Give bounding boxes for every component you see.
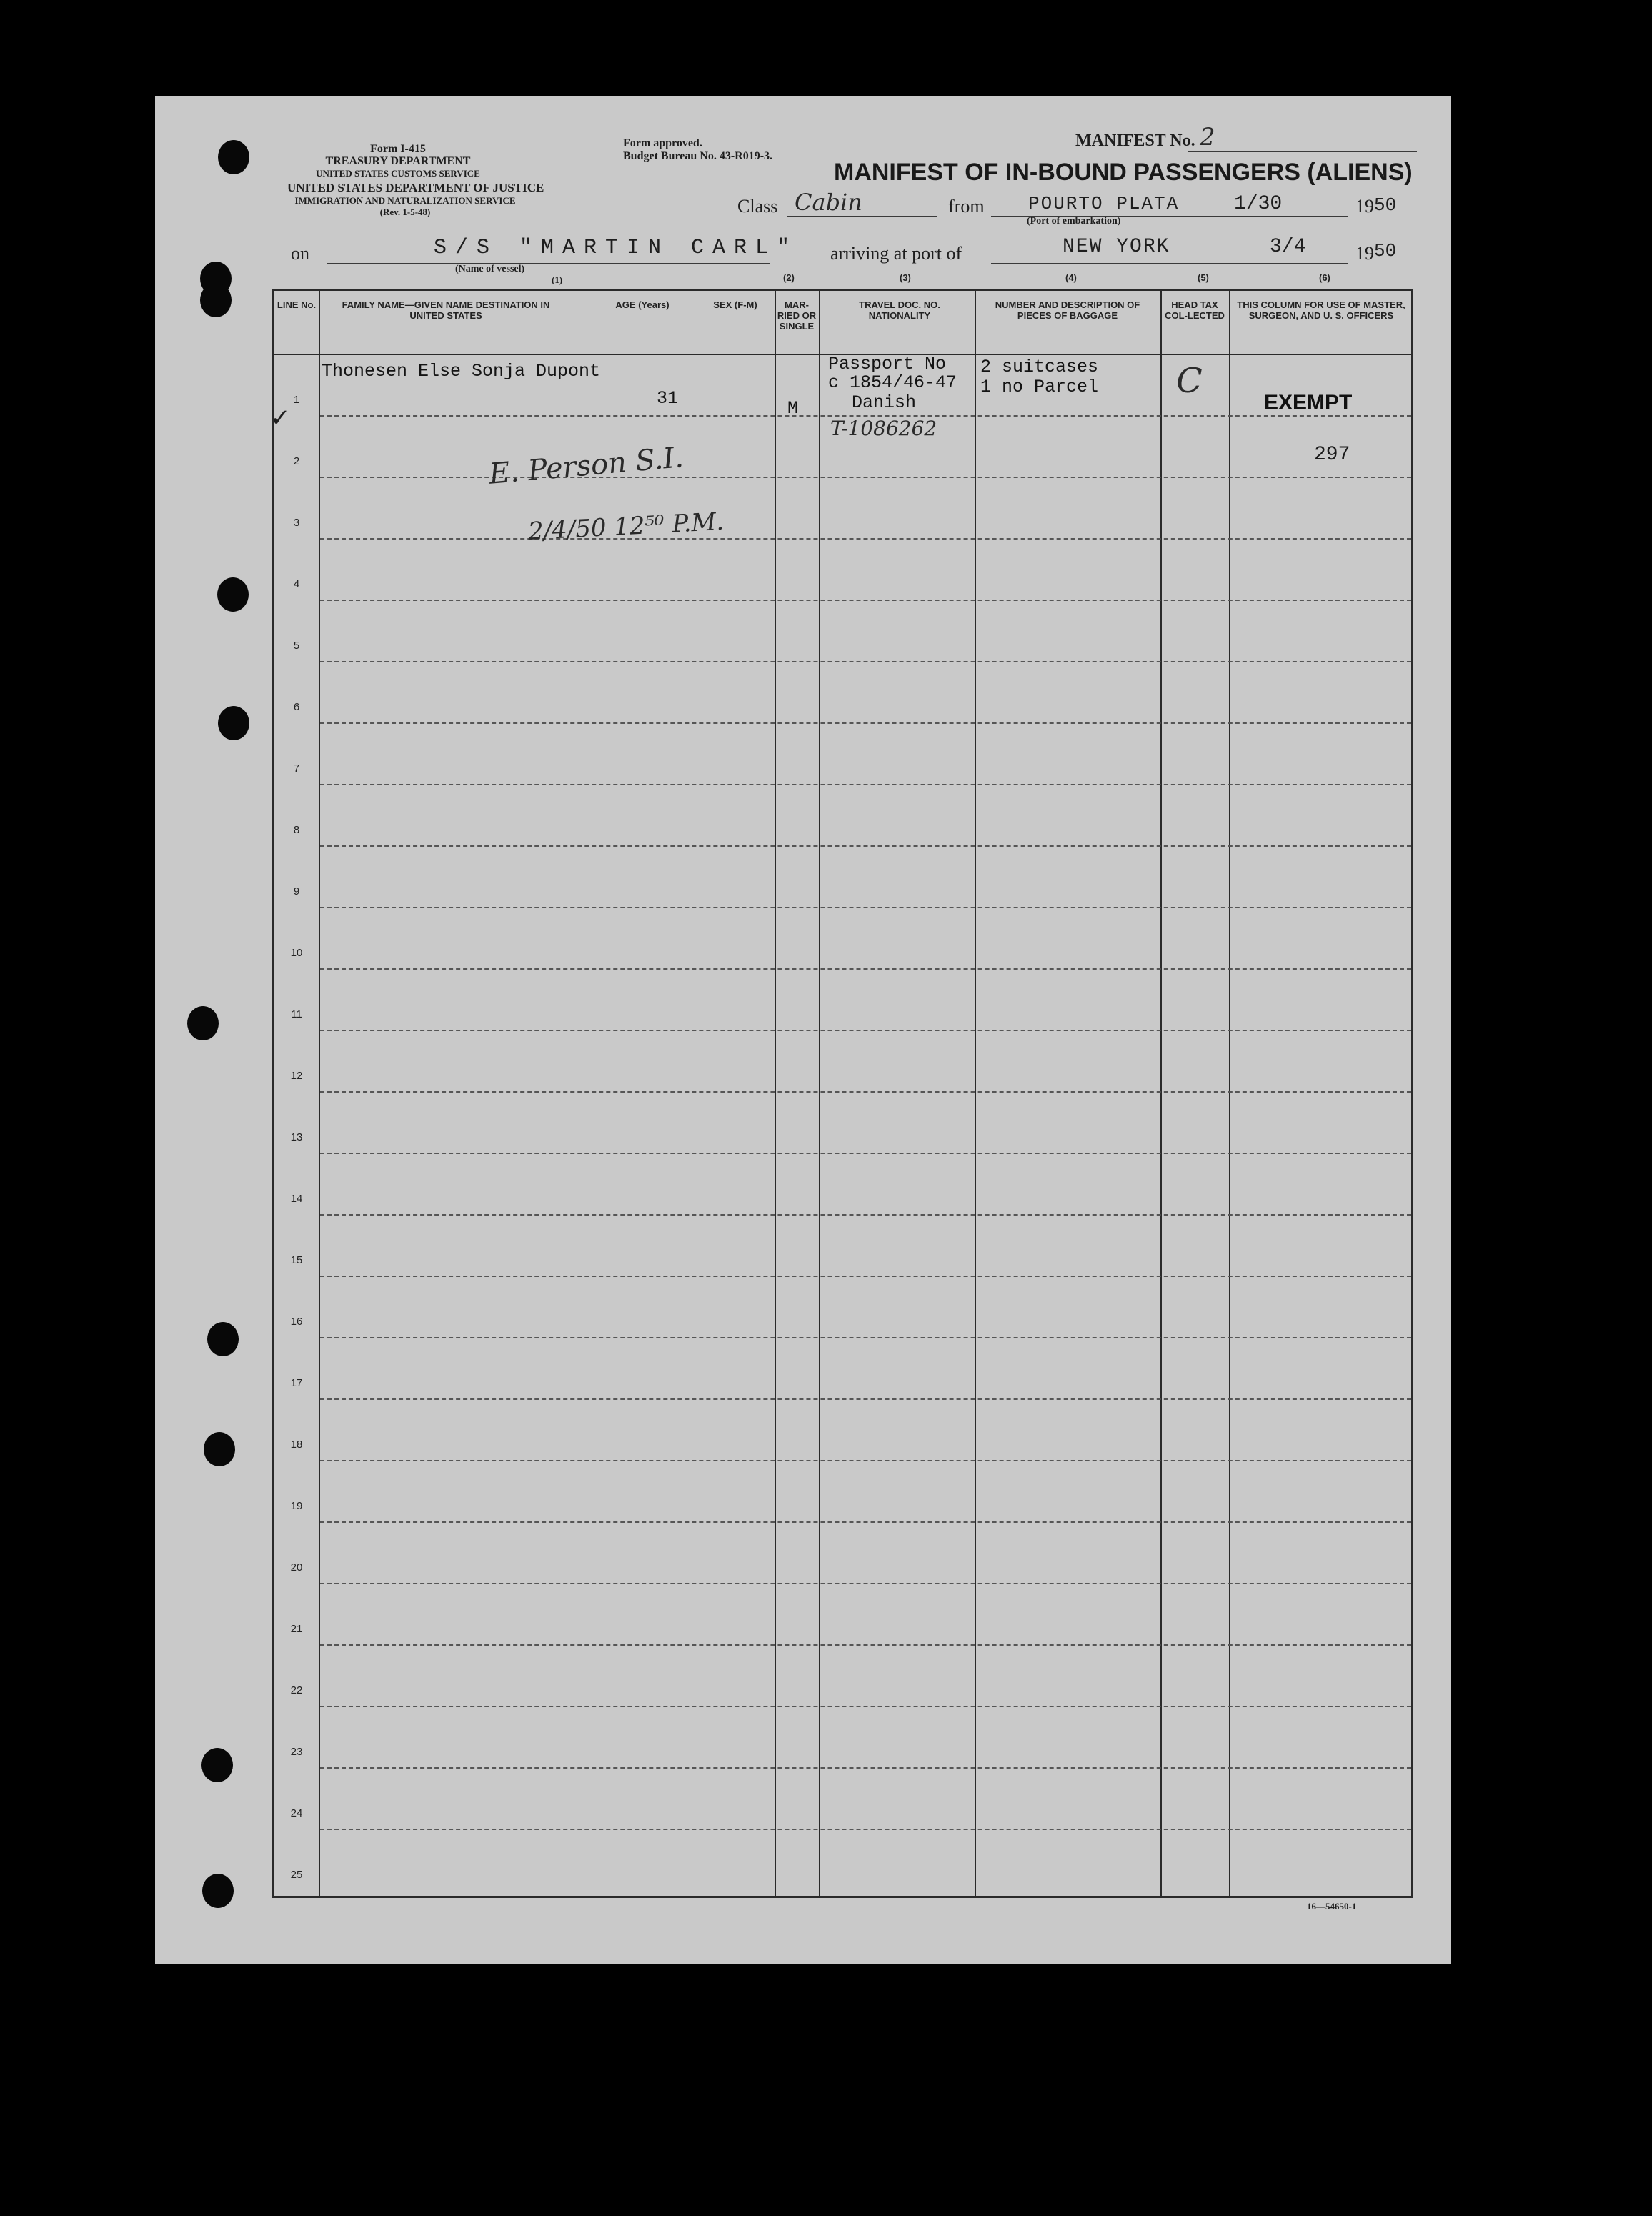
line-number: 10 xyxy=(290,947,303,959)
arrival-year-prefix: 19 xyxy=(1355,243,1374,264)
arrival-port: NEW YORK xyxy=(1063,236,1170,258)
passenger-name: Thonesen Else Sonja Dupont xyxy=(322,361,601,382)
line-number: 13 xyxy=(290,1131,303,1143)
binder-hole xyxy=(218,140,249,174)
vessel-name: S/S "MARTIN CARL" xyxy=(434,236,799,260)
colnum-5: (5) xyxy=(1198,272,1209,283)
row-line xyxy=(320,661,1411,662)
head-tax: C xyxy=(1176,361,1203,401)
col-header-age: AGE (Years) xyxy=(615,299,670,310)
line-number: 6 xyxy=(293,701,300,713)
binder-hole xyxy=(200,283,232,317)
col-header-headtax: HEAD TAX COL-LECTED xyxy=(1165,299,1225,321)
port-of-embarkation: POURTO PLATA xyxy=(1028,193,1180,214)
row-line xyxy=(320,1398,1411,1400)
budget-bureau: Budget Bureau No. 43-R019-3. xyxy=(623,150,773,162)
line-number: 18 xyxy=(290,1439,303,1451)
baggage-line-2: 1 no Parcel xyxy=(980,377,1099,397)
on-label: on xyxy=(291,243,309,264)
baggage-line-1: 2 suitcases xyxy=(980,357,1099,377)
row-line xyxy=(320,1214,1411,1216)
col-divider xyxy=(775,291,776,1896)
class-line xyxy=(787,216,937,217)
arrival-line xyxy=(991,263,1348,264)
arriving-label: arriving at port of xyxy=(830,243,962,264)
line-number: 21 xyxy=(290,1623,303,1635)
customs-service: UNITED STATES CUSTOMS SERVICE xyxy=(316,168,480,179)
line-number: 20 xyxy=(290,1561,303,1574)
row-line xyxy=(320,722,1411,724)
col-header-name: FAMILY NAME—GIVEN NAME DESTINATION IN UNITED STATES xyxy=(342,299,550,321)
class-value: Cabin xyxy=(795,189,862,216)
col-header-married: MAR-RIED OR SINGLE xyxy=(777,299,817,332)
binder-hole xyxy=(217,577,249,612)
row-line xyxy=(320,1091,1411,1093)
row-line xyxy=(320,1644,1411,1646)
revision: (Rev. 1-5-48) xyxy=(379,207,431,217)
row-line xyxy=(320,538,1411,540)
row-line xyxy=(320,477,1411,478)
embark-year: 50 xyxy=(1374,194,1397,216)
colnum-6: (6) xyxy=(1319,272,1330,283)
arrival-year: 50 xyxy=(1374,240,1397,262)
line-number: 1 xyxy=(293,394,300,406)
sign-date: 2/4/50 12⁵⁰ P.M. xyxy=(527,507,725,547)
col-header-officers: THIS COLUMN FOR USE OF MASTER, SURGEON, AND U. S. OFFICERS xyxy=(1237,299,1405,321)
row-line xyxy=(320,1583,1411,1584)
line-number: 14 xyxy=(290,1193,303,1205)
binder-hole xyxy=(202,1874,234,1908)
passenger-marital: M xyxy=(787,398,799,419)
embark-caption: (Port of embarkation) xyxy=(1027,216,1121,227)
line-number: 4 xyxy=(293,578,300,590)
row-line xyxy=(320,1276,1411,1277)
form-approved: Form approved. xyxy=(623,137,702,149)
row-line xyxy=(320,600,1411,601)
line-number: 11 xyxy=(291,1008,302,1020)
class-label: Class xyxy=(737,196,778,217)
line-number: 2 xyxy=(293,455,300,467)
binder-hole xyxy=(207,1322,239,1356)
line-number: 8 xyxy=(293,824,300,836)
passenger-table xyxy=(270,272,1413,1898)
exempt-stamp: EXEMPT xyxy=(1264,391,1353,414)
col-header-sex: SEX (F-M) xyxy=(713,299,757,310)
form-number: Form I-415 xyxy=(370,143,426,155)
line-number: 19 xyxy=(290,1500,303,1512)
passenger-nationality: Danish xyxy=(852,392,917,413)
binder-hole xyxy=(204,1432,235,1466)
vessel-caption: (Name of vessel) xyxy=(455,264,525,274)
passport-label: Passport No xyxy=(828,354,947,374)
colnum-4: (4) xyxy=(1065,272,1077,283)
line-number: 23 xyxy=(290,1746,303,1758)
row-line xyxy=(320,1337,1411,1338)
arrival-date: 3/4 xyxy=(1270,236,1306,258)
justice-dept: UNITED STATES DEPARTMENT OF JUSTICE xyxy=(287,181,544,194)
col-divider xyxy=(975,291,976,1896)
row-line xyxy=(320,845,1411,847)
row-line xyxy=(320,1521,1411,1523)
embark-year-prefix: 19 xyxy=(1355,196,1374,217)
passenger-age: 31 xyxy=(657,388,679,409)
line-number: 17 xyxy=(290,1377,303,1389)
row-line xyxy=(320,1460,1411,1461)
from-label: from xyxy=(948,196,985,217)
col-divider xyxy=(319,291,320,1896)
manifest-sheet xyxy=(155,96,1451,1964)
line-number: 7 xyxy=(293,762,300,775)
manifest-label: MANIFEST No. xyxy=(1075,131,1195,150)
binder-hole xyxy=(218,706,249,740)
embark-date: 1/30 xyxy=(1234,193,1283,215)
col-divider xyxy=(1160,291,1162,1896)
line-number: 15 xyxy=(290,1254,303,1266)
col-divider xyxy=(1229,291,1230,1896)
binder-hole xyxy=(201,1748,233,1782)
vessel-colnum: (1) xyxy=(552,274,563,285)
line-number: 9 xyxy=(293,885,300,898)
passport-number: c 1854/46-47 xyxy=(828,372,957,393)
vessel-line xyxy=(327,263,770,264)
line-number: 5 xyxy=(293,640,300,652)
col-header-line: LINE No. xyxy=(277,299,317,310)
line-number: 12 xyxy=(290,1070,303,1082)
signature: E. Person S.I. xyxy=(487,441,685,491)
officer-number: 297 xyxy=(1314,444,1350,466)
row-line xyxy=(320,968,1411,970)
footer-code: 16—54650-1 xyxy=(1307,1901,1357,1912)
manifest-number: 2 xyxy=(1200,123,1215,151)
binder-hole xyxy=(187,1006,219,1040)
handwritten-number: T-1086262 xyxy=(830,417,937,440)
colnum-2: (2) xyxy=(783,272,795,283)
line-number: 16 xyxy=(290,1316,303,1328)
row-line xyxy=(320,1153,1411,1154)
treasury-dept: TREASURY DEPARTMENT xyxy=(325,155,471,167)
line-number: 3 xyxy=(293,517,300,529)
manifest-no-line xyxy=(1188,151,1417,152)
row-line xyxy=(320,1767,1411,1769)
row-line xyxy=(320,784,1411,785)
immigration-service: IMMIGRATION AND NATURALIZATION SERVICE xyxy=(294,195,516,206)
row-line xyxy=(320,1829,1411,1830)
manifest-title: MANIFEST OF IN-BOUND PASSENGERS (ALIENS) xyxy=(834,159,1413,186)
row-line xyxy=(320,1706,1411,1707)
line-number: 25 xyxy=(290,1869,303,1881)
col-header-travel: TRAVEL DOC. NO. NATIONALITY xyxy=(859,299,940,321)
line-number: 22 xyxy=(290,1684,303,1696)
col-header-baggage: NUMBER AND DESCRIPTION OF PIECES OF BAGGAGE xyxy=(995,299,1140,321)
check-mark: ✓ xyxy=(270,404,291,432)
line-number: 24 xyxy=(290,1807,303,1819)
row-line xyxy=(320,1030,1411,1031)
colnum-3: (3) xyxy=(900,272,911,283)
row-line xyxy=(320,907,1411,908)
col-divider xyxy=(819,291,820,1896)
